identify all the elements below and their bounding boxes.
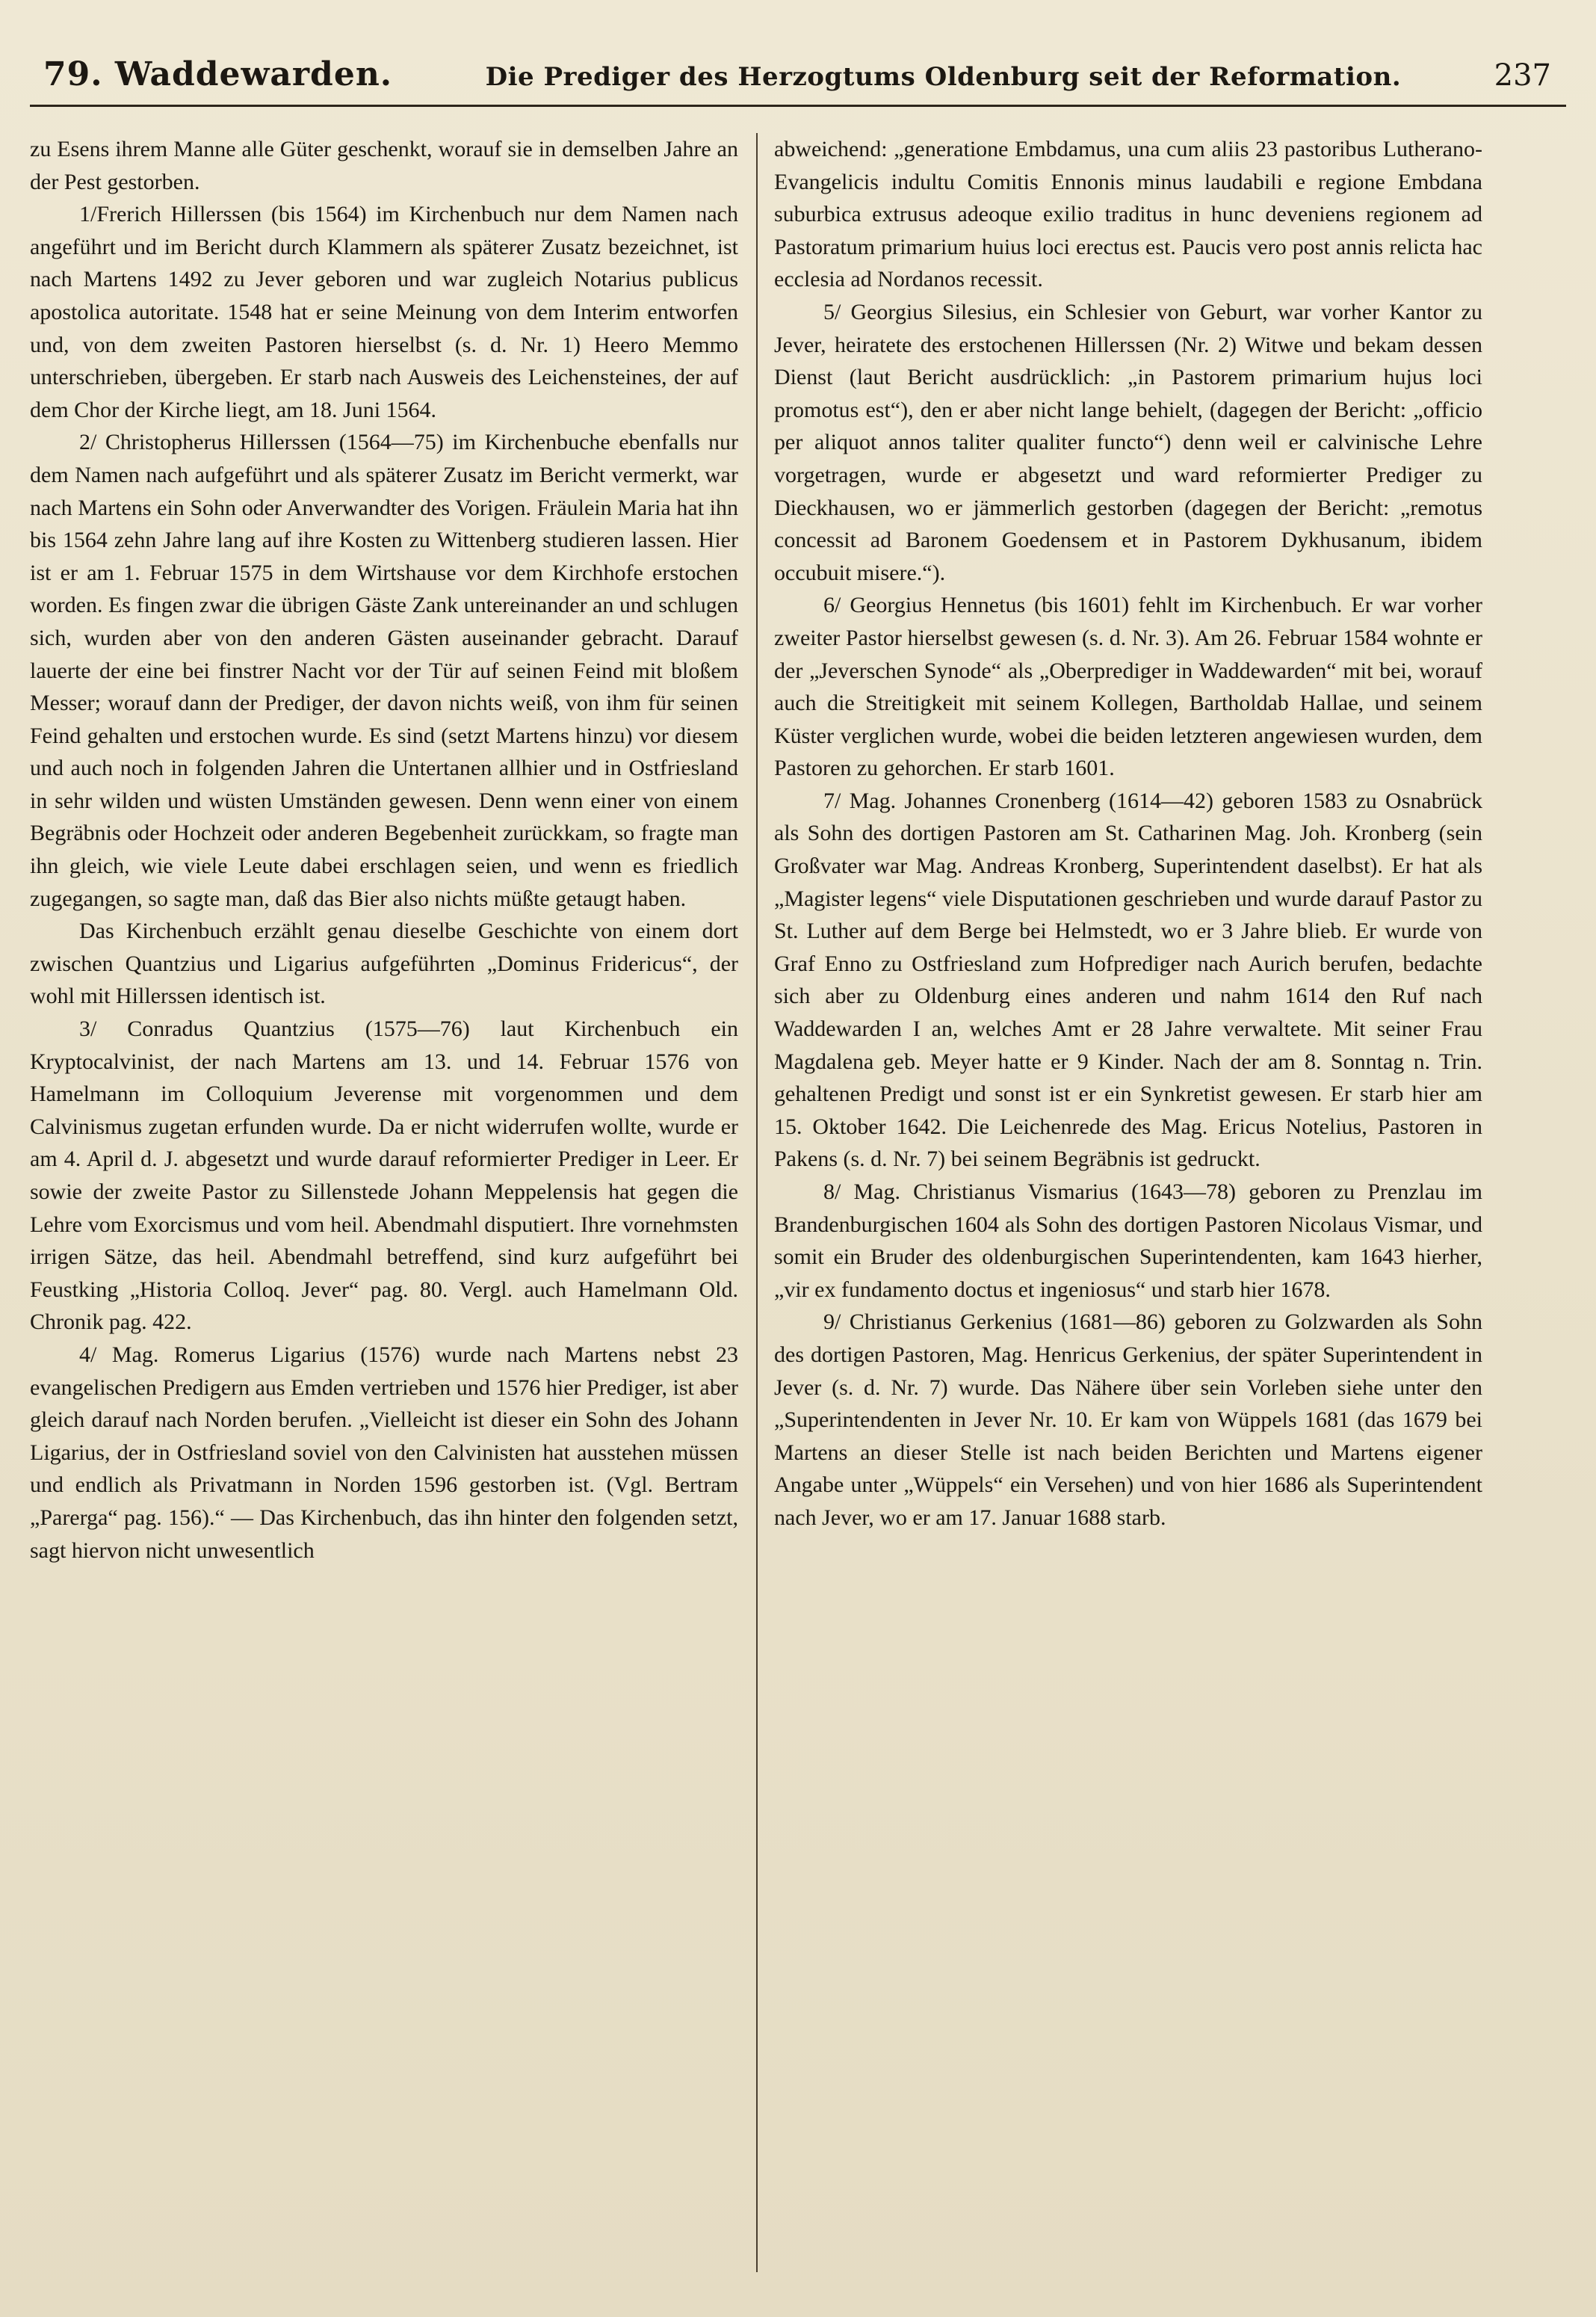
running-title: Die Prediger des Herzogtums Oldenburg seit der Reformation. (485, 62, 1402, 92)
entry-romerus-ligarius: 4/ Mag. Romerus Ligarius (1576) wurde nach Martens nebst 23 evangelischen Predigern aus Emden vertrieben und 1576 hier Prediger, ist aber gleich darauf nach Norden berufen. „Vielleicht ist dieser ein Sohn des Johann Ligarius, der in Ostfriesland soviel von den Calvinisten hat ausstehen müssen und endlich als Privatmann in Norden 1596 gestorben ist. (Vgl. Bertram „Parerga“ pag. 156).“ — Das Kirchenbuch, das ihn hinter den folgenden setzt, sagt hiervon nicht unwesentlich (30, 1342, 738, 1563)
entry-christianus-vismarius: 8/ Mag. Christianus Vismarius (1643—78) geboren zu Prenzlau im Brandenburgischen 1604 als Sohn des dortigen Pastoren Nicolaus Vismar, und somit ein Bruder des oldenburgischen Superintendenten, kam 1643 hierher, „vir ex fundamento doctus et ingeniosus“ und starb hier 1678. (774, 1179, 1482, 1302)
paragraph-latin-quote: abweichend: „generatione Embdamus, una cum aliis 23 pastoribus Lutherano-Evangelicis indultu Comitis Ennonis minus laudabili e regione Embdana suburbica extrusus adeoque exilio traditus in hunc deveniens regionem ad Pastoratum primarium huius loci erectus est. Paucis vero post annis relicta hac ecclesia ad Nordanos recessit. (774, 137, 1482, 292)
entry-georgius-silesius: 5/ Georgius Silesius, ein Schlesier von Geburt, war vorher Kantor zu Jever, heiratete des erstochenen Hillerssen (Nr. 2) Witwe und bekam dessen Dienst (laut Bericht ausdrücklich: „in Pastorem primarium hujus loci promotus est“), den er aber nicht lange behielt, (dagegen der Bericht: „officio per aliquot annos taliter qualiter functo“) denn weil er calvinische Lehre vorgetragen, wurde er abgesetzt und ward reformierter Prediger zu Dieckhausen, wo er jämmerlich gestorben (dagegen der Bericht: „remotus concessit ad Baronem Goedensem et in Pastorem Dykhusanum, ibidem occubuit misere.“). (774, 299, 1482, 585)
entry-conradus-quantzius: 3/ Conradus Quantzius (1575—76) laut Kirchenbuch ein Kryptocalvinist, der nach Martens am 13. und 14. Februar 1576 von Hamelmann im Colloquium Jeverense mit vorgenommen und dem Calvinismus zugetan erfunden wurde. Da er nicht widerrufen wollte, wurde er am 4. April d. J. abgesetzt und wurde darauf reformierter Prediger in Leer. Er sowie der zweite Pastor zu Sillenstede Johann Meppelensis hat gegen die Lehre vom Exorcismus und vom heil. Abendmahl disputiert. Ihre vornehmsten irrigen Sätze, das heil. Abendmahl betreffend, sind kurz aufgeführt bei Feustking „Historia Colloq. Jever“ pag. 80. Vergl. auch Hamelmann Old. Chronik pag. 422. (30, 1016, 738, 1335)
paragraph-kirchenbuch-note: Das Kirchenbuch erzählt genau dieselbe Geschichte von einem dort zwischen Quantzius und Ligarius aufgeführten „Dominus Fridericus“, der wohl mit Hillerssen identisch ist. (30, 919, 738, 1009)
entry-frerich-hillerssen: 1/Frerich Hillerssen (bis 1564) im Kirchenbuch nur dem Namen nach angeführt und im Bericht durch Klammern als späterer Zusatz bezeichnet, ist nach Martens 1492 zu Jever geboren und war zugleich Notarius publicus apostolica autoritate. 1548 hat er seine Meinung von dem Interim entworfen und, von dem zweiten Pastoren hierselbst (s. d. Nr. 1) Heero Memmo unterschrieben, übergeben. Er starb nach Ausweis des Leichensteines, der auf dem Chor der Kirche liegt, am 18. Juni 1564. (30, 202, 738, 422)
entry-christianus-gerkenius: 9/ Christianus Gerkenius (1681—86) geboren zu Golzwarden als Sohn des dortigen Pastoren, Mag. Henricus Gerkenius, der später Superintendent in Jever (s. d. Nr. 7) wurde. Das Nähere über sein Vorleben siehe unter den „Superintendenten in Jever Nr. 10. Er kam von Wüppels 1681 (das 1679 bei Martens an dieser Stelle ist nach beiden Berichten und Martens eigener Angabe unter „Wüppels“ ein Versehen) und von hier 1686 als Superintendent nach Jever, wo er am 17. Januar 1688 starb. (774, 1309, 1482, 1530)
entry-georgius-hennetus: 6/ Georgius Hennetus (bis 1601) fehlt im Kirchenbuch. Er war vorher zweiter Pastor hierselbst gewesen (s. d. Nr. 3). Am 26. Februar 1584 wohnte er der „Jeverschen Synode“ als „Oberprediger in Waddewarden“ mit bei, worauf auch die Streitigkeit mit seinem Kollegen, Bartholdab Hallae, und seinem Küster verglichen wurde, wobei die beiden letzteren angewiesen wurden, dem Pastoren zu gehorchen. Er starb 1601. (774, 593, 1482, 781)
paragraph-continuation: zu Esens ihrem Manne alle Güter geschenkt, worauf sie in demselben Jahre an der Pest gestorben. (30, 137, 738, 194)
entry-christopherus-hillerssen: 2/ Christopherus Hillerssen (1564—75) im Kirchenbuche ebenfalls nur dem Namen nach aufgeführt und als späterer Zusatz im Bericht vermerkt, war nach Martens ein Sohn oder Anverwandter des Vorigen. Fräulein Maria hat ihn bis 1564 zehn Jahre lang auf ihre Kosten zu Wittenberg studieren lassen. Hier ist er am 1. Februar 1575 in dem Wirtshause vor dem Kirchhofe erstochen worden. Es fingen zwar die übrigen Gäste Zank untereinander an und schlugen sich, wurden aber von den anderen Gästen auseinander gebracht. Darauf lauerte der eine bei finstrer Nacht vor der Tür auf seinen Feind mit bloßem Messer; worauf dann der Prediger, der davon nichts weiß, von ihm für seinen Feind gehalten und erstochen wurde. Es sind (setzt Martens hinzu) vor diesem und auch noch in folgenden Jahren die Untertanen allhier und in Ostfriesland in sehr wilden und wüsten Umständen gewesen. Denn wenn einer von einem Begräbnis oder Hochzeit oder anderen Begebenheit zurückkam, so fragte man ihn gleich, wie viele Leute dabei erschlagen seien, und wenn es friedlich zugegangen, so sagte man, daß das Bier also nichts müßte getaugt haben. (30, 430, 739, 911)
right-column (774, 133, 1482, 1534)
left-column (30, 133, 738, 1567)
column-divider (756, 133, 758, 2272)
page-number: 237 (1494, 58, 1551, 93)
page-header (43, 55, 1551, 108)
section-heading: 79. Waddewarden. (43, 55, 393, 93)
entry-johannes-cronenberg: 7/ Mag. Johannes Cronenberg (1614—42) geboren 1583 zu Osnabrück als Sohn des dortigen Pastoren am St. Catharinen Mag. Joh. Kronberg (sein Großvater war Mag. Andreas Kronberg, Superintendent daselbst). Er hat als „Magister legens“ viele Disputationen geschrieben und wurde darauf Pastor zu St. Luther auf dem Berge bei Helmstedt, wo er 3 Jahre blieb. Er wurde von Graf Enno zu Ostfriesland zum Hofprediger nach Aurich berufen, bedachte sich aber zu Oldenburg eines anderen und nahm 1614 den Ruf nach Waddewarden I an, welches Amt er 28 Jahre verwaltete. Mit seiner Frau Magdalena geb. Meyer hatte er 9 Kinder. Nach der am 8. Sonntag n. Trin. gehaltenen Predigt und sonst ist er ein Synkretist gewesen. Er starb hier am 15. Oktober 1642. Die Leichenrede des Mag. Ericus Notelius, Pastoren in Pakens (s. d. Nr. 7) bei seinem Begräbnis ist gedruckt. (774, 788, 1482, 1172)
header-rule (30, 105, 1566, 107)
